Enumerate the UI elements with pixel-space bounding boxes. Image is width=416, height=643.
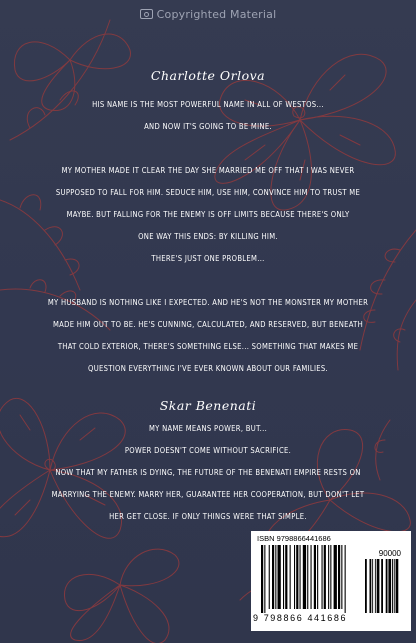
barcode-bar (290, 545, 291, 609)
text-line: POWER DOESN'T COME WITHOUT SACRIFICE. (124, 446, 292, 455)
barcode-bar (311, 545, 312, 609)
barcode-bar (330, 545, 331, 609)
barcode-bars (261, 545, 401, 615)
barcode-addon-bar (370, 559, 372, 613)
isbn-digits: 9 798866 441686 (253, 613, 348, 623)
text-line: MARRYING THE ENEMY. MARRY HER, GUARANTEE HER COOPERATION, BUT DON'T LET (51, 490, 365, 499)
barcode-bar (341, 545, 342, 609)
text-line: HER GET CLOSE. IF ONLY THINGS WERE THAT SIMPLE. (109, 512, 307, 521)
isbn-barcode (251, 531, 411, 631)
barcode-bar (272, 545, 274, 609)
barcode-addon-bar (365, 559, 367, 613)
watermark-text: Copyrighted Material (156, 8, 277, 21)
barcode-addon-bar (377, 559, 380, 613)
barcode-bar (296, 545, 298, 609)
text-line: ONE WAY THIS ENDS: BY KILLING HIM. (138, 232, 278, 241)
barcode-addon-bar (372, 559, 373, 613)
barcode-addon-bar (394, 559, 395, 613)
section1-heading: Charlotte Orlova (150, 68, 266, 83)
price-code: 90000 (378, 549, 401, 558)
barcode-bar (328, 545, 329, 609)
text-line: MY HUSBAND IS NOTHING LIKE I EXPECTED. AND HE'S NOT THE MONSTER MY MOTHER (47, 298, 369, 307)
text-line: HIS NAME IS THE MOST POWERFUL NAME IN ALL OF WESTOS... (92, 100, 324, 109)
text-line: THAT COLD EXTERIOR, THERE'S SOMETHING ELSE... SOMETHING THAT MAKES ME (57, 342, 359, 351)
text-line: THERE'S JUST ONE PROBLEM... (151, 254, 265, 263)
section1-body (30, 94, 386, 380)
barcode-bar (338, 545, 340, 609)
text-line: NOW THAT MY FATHER IS DYING, THE FUTURE OF THE BENENATI EMPIRE RESTS ON (55, 468, 361, 477)
barcode-bar (324, 545, 326, 609)
barcode-bar (314, 545, 316, 609)
text-line: MY MOTHER MADE IT CLEAR THE DAY SHE MARRIED ME OFF THAT I WAS NEVER (61, 166, 355, 175)
barcode-addon-bar (388, 559, 391, 613)
barcode-bar (294, 545, 295, 609)
barcode-bar (334, 545, 337, 609)
barcode-bar (275, 545, 276, 609)
barcode-bar (261, 545, 263, 613)
barcode-bar (278, 545, 281, 609)
text-line: MAYBE. BUT FALLING FOR THE ENEMY IS OFF LIMITS BECAUSE THERE'S ONLY (66, 210, 350, 219)
text-line: MADE HIM OUT TO BE. HE'S CUNNING, CALCULATED, AND RESERVED, BUT BENEATH (52, 320, 364, 329)
barcode-bar (303, 545, 306, 609)
text-line: AND NOW IT'S GOING TO BE MINE. (144, 122, 272, 131)
barcode-bar (285, 545, 287, 609)
isbn-label: ISBN 9798866441686 (257, 534, 331, 543)
barcode-bar (264, 545, 265, 613)
text-line: QUESTION EVERYTHING I'VE EVER KNOWN ABOUT OUR FAMILIES. (88, 364, 328, 373)
barcode-addon-bar (392, 559, 393, 613)
text-line: SUPPOSED TO FALL FOR HIM. SEDUCE HIM, USE HIM, CONVINCE HIM TO TRUST ME (55, 188, 361, 197)
section2-body (30, 418, 386, 528)
barcode-addon-bar (386, 559, 388, 613)
text-line: MY NAME MEANS POWER, BUT... (148, 424, 268, 433)
barcode-bar (345, 545, 346, 613)
barcode-bar (322, 545, 323, 609)
barcode-bar (317, 545, 318, 609)
camera-icon (140, 9, 153, 19)
blank-line (30, 138, 386, 160)
blank-line (30, 270, 386, 292)
barcode-bar (269, 545, 270, 609)
barcode-addon-bar (381, 559, 383, 613)
barcode-bar (300, 545, 301, 609)
barcode-addon-bar (375, 559, 376, 613)
barcode-bar (283, 545, 284, 609)
barcode-bar (307, 545, 308, 609)
barcode-addon-bar (396, 559, 399, 613)
watermark (0, 8, 416, 21)
section2-heading: Skar Benenati (159, 398, 257, 413)
